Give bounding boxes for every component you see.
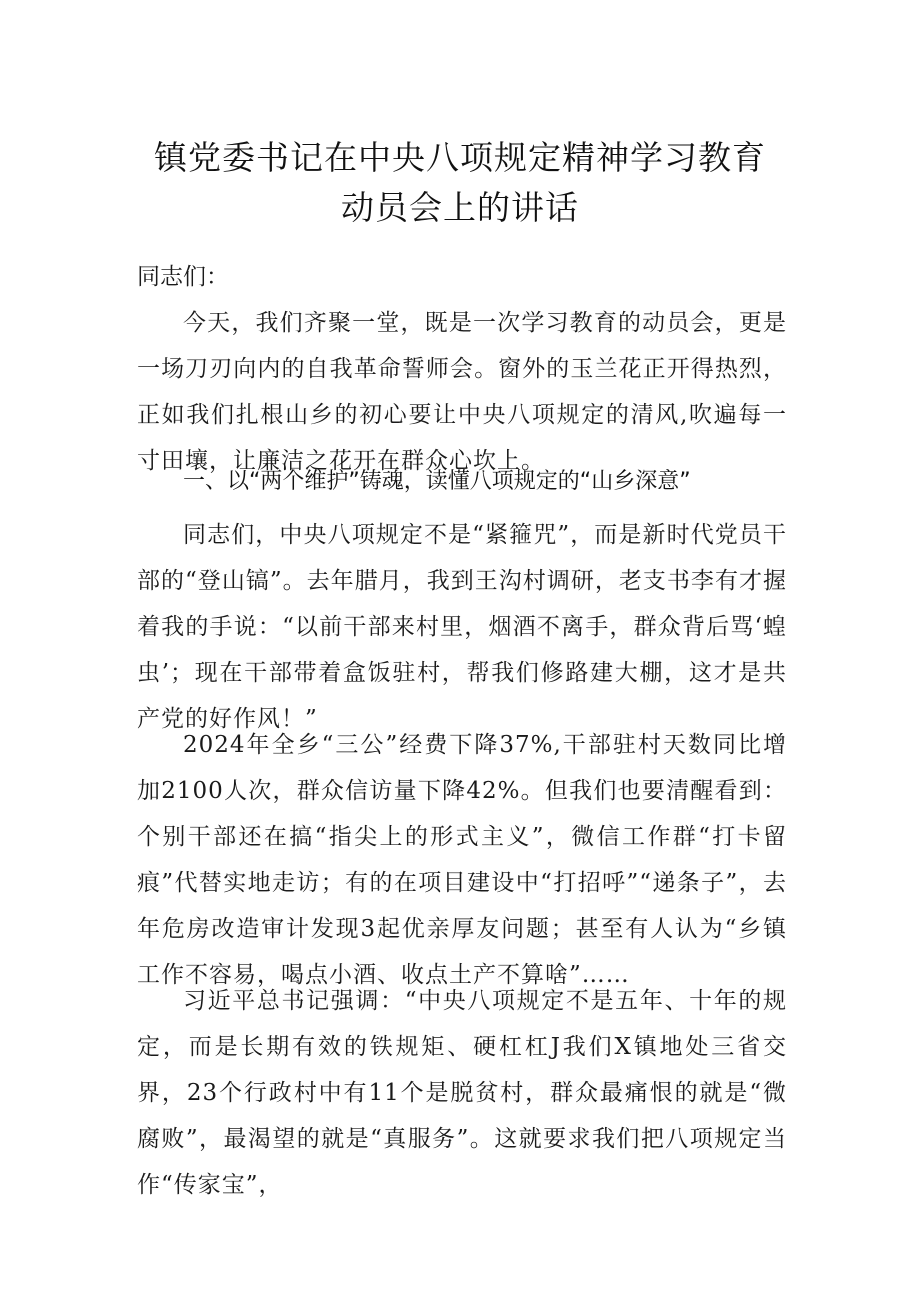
paragraph-intro: 今天，我们齐聚一堂，既是一次学习教育的动员会，更是一场刀刃向内的自我革命誓师会。窗外的玉兰花正开得热烈，正如我们扎根山乡的初心要让中央八项规定的清风,吹遍每一寸田壤，让廉洁之花开在群众心坎上。: [137, 310, 787, 474]
paragraph-statistics: 2024年全乡“三公”经费下降37%,干部驻村天数同比增加2100人次，群众信访量下降42%。但我们也要清醒看到：个别干部还在搞“指尖上的形式主义”，微信工作群“打卡留痕”代替实地走访；有的在项目建设中“打招呼”“递条子”，去年危房改造审计发现3起优亲厚友问题；甚至有人认为“乡镇工作不容易，喝点小酒、收点土产不算啥”……: [137, 732, 787, 988]
document-title-line1: 镇党委书记在中央八项规定精神学习教育: [154, 138, 766, 177]
document-title-line2: 动员会上的讲话: [341, 188, 579, 227]
section-heading-1: 一、以“两个维护”铸魂，读懂八项规定的“山乡深意”: [183, 469, 691, 494]
salutation: 同志们：: [137, 264, 229, 290]
paragraph-story: 同志们，中央八项规定不是“紧箍咒”，而是新时代党员干部的“登山镐”。去年腊月，我到王沟村调研，老支书李有才握着我的手说：“以前干部来村里，烟酒不离手，群众背后骂‘蝗虫’；现在干部带着盒饭驻村，帮我们修路建大棚，这才是共产党的好作风！”: [137, 522, 787, 732]
paragraph-quote: 习近平总书记强调：“中央八项规定不是五年、十年的规定，而是长期有效的铁规矩、硬杠杠J我们X镇地处三省交界，23个行政村中有11个是脱贫村，群众最痛恨的就是“微腐败”，最渴望的就是“真服务”。这就要求我们把八项规定当作“传家宝”，: [137, 988, 787, 1198]
